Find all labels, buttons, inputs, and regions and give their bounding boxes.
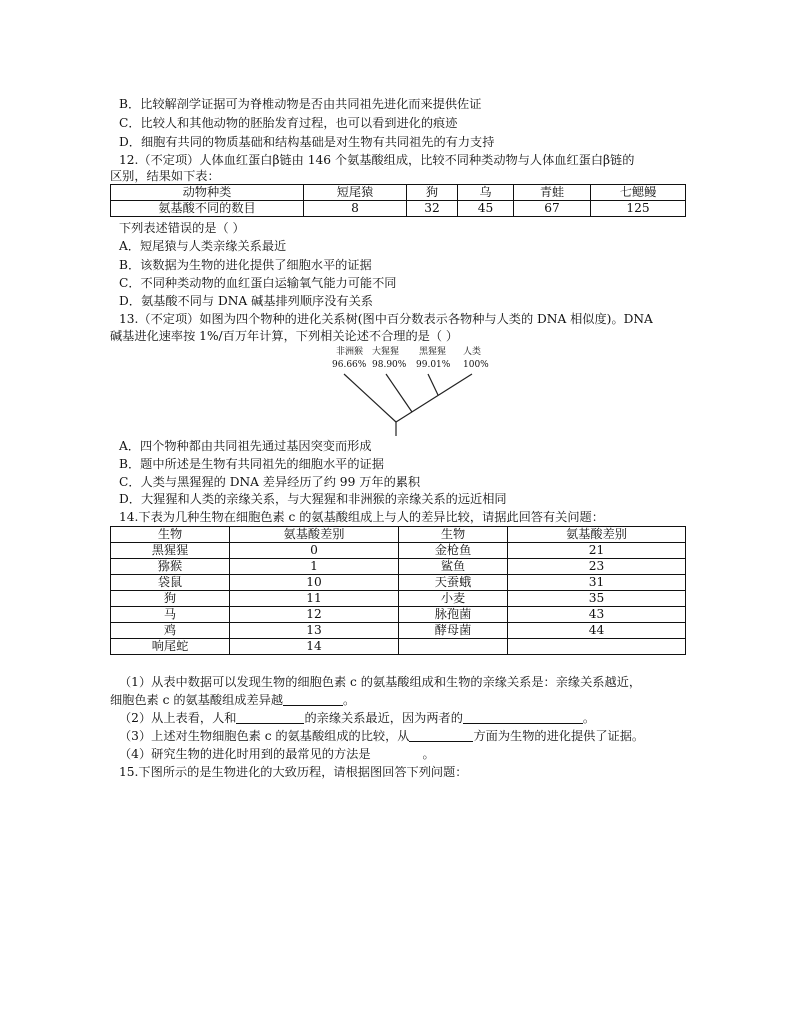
q14-sub1-text: 细胞色素 c 的氨基酸组成差异越 — [110, 693, 284, 707]
table-cell: 响尾蛇 — [111, 639, 230, 655]
tree-similarity-label: 100% — [463, 360, 489, 370]
q11-option-b: B．比较解剖学证据可为脊椎动物是否由共同祖先进化而来提供佐证 — [119, 97, 482, 111]
table-cell: 鲨鱼 — [399, 559, 508, 575]
q14-sub4-end: 。 — [422, 747, 435, 761]
q12-stem-line1: 12.（不定项）人体血红蛋白β链由 146 个氨基酸组成，比较不同种类动物与人体血红蛋白β链的 — [119, 153, 635, 167]
table-cell: 青蛙 — [514, 185, 591, 201]
table-cell: 44 — [508, 623, 686, 639]
answer-blank[interactable] — [409, 729, 473, 742]
q13-option-a: A．四个物种都由共同祖先通过基因突变而形成 — [119, 439, 372, 453]
table-row — [111, 623, 686, 639]
q14-table — [110, 526, 686, 655]
table-cell — [508, 639, 686, 655]
tree-branch — [386, 374, 412, 412]
table-cell: 乌 — [458, 185, 514, 201]
table-cell: 8 — [304, 201, 407, 217]
q15-stem: 15.下图所示的是生物进化的大致历程，请根据图回答下列问题： — [119, 765, 468, 779]
table-cell: 1 — [230, 559, 399, 575]
table-cell: 32 — [407, 201, 458, 217]
q11-option-c: C．比较人和其他动物的胚胎发育过程，也可以看到进化的痕迹 — [119, 116, 458, 130]
q14-stem: 14.下表为几种生物在细胞色素 c 的氨基酸组成上与人的差异比较，请据此回答有关问题： — [119, 510, 604, 524]
table-cell: 猕猴 — [111, 559, 230, 575]
table-row — [111, 559, 686, 575]
table-header-cell: 氨基酸差别 — [508, 527, 686, 543]
q12-option-c: C．不同种类动物的血红蛋白运输氧气能力可能不同 — [119, 276, 397, 290]
table-header-cell: 氨基酸不同的数目 — [111, 201, 304, 217]
table-cell: 21 — [508, 543, 686, 559]
q13-stem-line1: 13.（不定项）如图为四个物种的进化关系树(图中百分数表示各物种与人类的 DNA 相似度)。DNA — [119, 312, 653, 326]
q14-sub3-text-a: （3）上述对生物细胞色素 c 的氨基酸组成的比较，从 — [119, 729, 410, 743]
table-cell: 11 — [230, 591, 399, 607]
tree-species-label: 黑猩猩 — [419, 347, 447, 357]
table-cell: 0 — [230, 543, 399, 559]
tree-similarity-label: 96.66% — [332, 360, 367, 370]
q14-sub1-line1: （1）从表中数据可以发现生物的细胞色素 c 的氨基酸组成和生物的亲缘关系是：亲缘关系越近， — [119, 675, 642, 689]
table-cell: 狗 — [407, 185, 458, 201]
tree-similarity-label: 99.01% — [416, 360, 451, 370]
table-cell: 45 — [458, 201, 514, 217]
tree-branches — [340, 370, 500, 440]
answer-blank[interactable] — [463, 711, 583, 724]
table-row — [111, 527, 686, 543]
q12-option-b: B．该数据为生物的进化提供了细胞水平的证据 — [119, 258, 372, 272]
table-cell: 鸡 — [111, 623, 230, 639]
table-cell: 黑猩猩 — [111, 543, 230, 559]
table-cell: 酵母菌 — [399, 623, 508, 639]
tree-branch — [428, 374, 438, 395]
q14-sub2-end: 。 — [582, 711, 596, 725]
table-cell: 脉孢菌 — [399, 607, 508, 623]
q14-sub2 — [119, 709, 595, 727]
table-cell: 43 — [508, 607, 686, 623]
q14-sub2-text-b: 的亲缘关系最近，因为两者的 — [304, 711, 463, 725]
answer-blank[interactable] — [236, 711, 304, 724]
q13-option-b: B．题中所述是生物有共同祖先的细胞水平的证据 — [119, 457, 384, 471]
table-header-cell: 动物种类 — [111, 185, 304, 201]
table-cell: 七鳃鳗 — [591, 185, 686, 201]
table-cell: 35 — [508, 591, 686, 607]
table-row — [111, 201, 686, 217]
q12-option-d: D．氨基酸不同与 DNA 碱基排列顺序没有关系 — [119, 294, 373, 308]
q14-sub4-text: （4）研究生物的进化时用到的最常见的方法是 — [119, 747, 371, 761]
table-cell: 31 — [508, 575, 686, 591]
q12-option-a: A．短尾猿与人类亲缘关系最近 — [119, 239, 287, 253]
q13-option-c: C．人类与黑猩猩的 DNA 差异经历了约 99 万年的累积 — [119, 475, 421, 489]
q14-sub1-end: 。 — [343, 693, 356, 707]
table-row — [111, 591, 686, 607]
tree-species-label: 大猩猩 — [372, 347, 400, 357]
table-row — [111, 607, 686, 623]
q13-stem-line2: 碱基进化速率按 1%/百万年计算，下列相关论述不合理的是（ ） — [110, 329, 459, 343]
tree-similarity-label: 98.90% — [372, 360, 407, 370]
q14-sub2-text-a: （2）从上表看，人和 — [119, 711, 237, 725]
table-cell: 13 — [230, 623, 399, 639]
table-row — [111, 543, 686, 559]
table-cell: 金枪鱼 — [399, 543, 508, 559]
table-cell — [399, 639, 508, 655]
q11-option-d: D．细胞有共同的物质基础和结构基础是对生物有共同祖先的有力支持 — [119, 135, 495, 149]
table-cell: 10 — [230, 575, 399, 591]
tree-branch — [344, 374, 396, 422]
table-cell: 14 — [230, 639, 399, 655]
q14-sub3 — [119, 727, 644, 745]
q12-stem-line2: 区别，结果如下表： — [110, 169, 220, 183]
answer-blank[interactable] — [371, 748, 423, 760]
q13-option-d: D．大猩猩和人类的亲缘关系，与大猩猩和非洲猴的亲缘关系的远近相同 — [119, 492, 507, 506]
table-header-cell: 氨基酸差别 — [230, 527, 399, 543]
tree-species-label: 人类 — [463, 347, 482, 357]
q14-sub3-text-b: 方面为生物的进化提供了证据。 — [473, 729, 645, 743]
q12-question: 下列表述错误的是（ ） — [119, 221, 245, 235]
table-row — [111, 575, 686, 591]
table-cell: 125 — [591, 201, 686, 217]
table-cell: 天蚕蛾 — [399, 575, 508, 591]
table-row — [111, 185, 686, 201]
table-cell: 袋鼠 — [111, 575, 230, 591]
answer-blank[interactable] — [283, 693, 343, 706]
table-cell: 23 — [508, 559, 686, 575]
table-cell: 短尾猿 — [304, 185, 407, 201]
table-header-cell: 生物 — [399, 527, 508, 543]
q14-sub1-line2 — [110, 691, 355, 709]
table-cell: 12 — [230, 607, 399, 623]
table-header-cell: 生物 — [111, 527, 230, 543]
table-cell: 狗 — [111, 591, 230, 607]
q14-sub4 — [119, 745, 435, 763]
table-cell: 马 — [111, 607, 230, 623]
table-cell: 67 — [514, 201, 591, 217]
tree-branch — [396, 374, 472, 422]
tree-species-label: 非洲猴 — [336, 347, 364, 357]
table-row — [111, 639, 686, 655]
table-cell: 小麦 — [399, 591, 508, 607]
q12-table — [110, 184, 686, 217]
